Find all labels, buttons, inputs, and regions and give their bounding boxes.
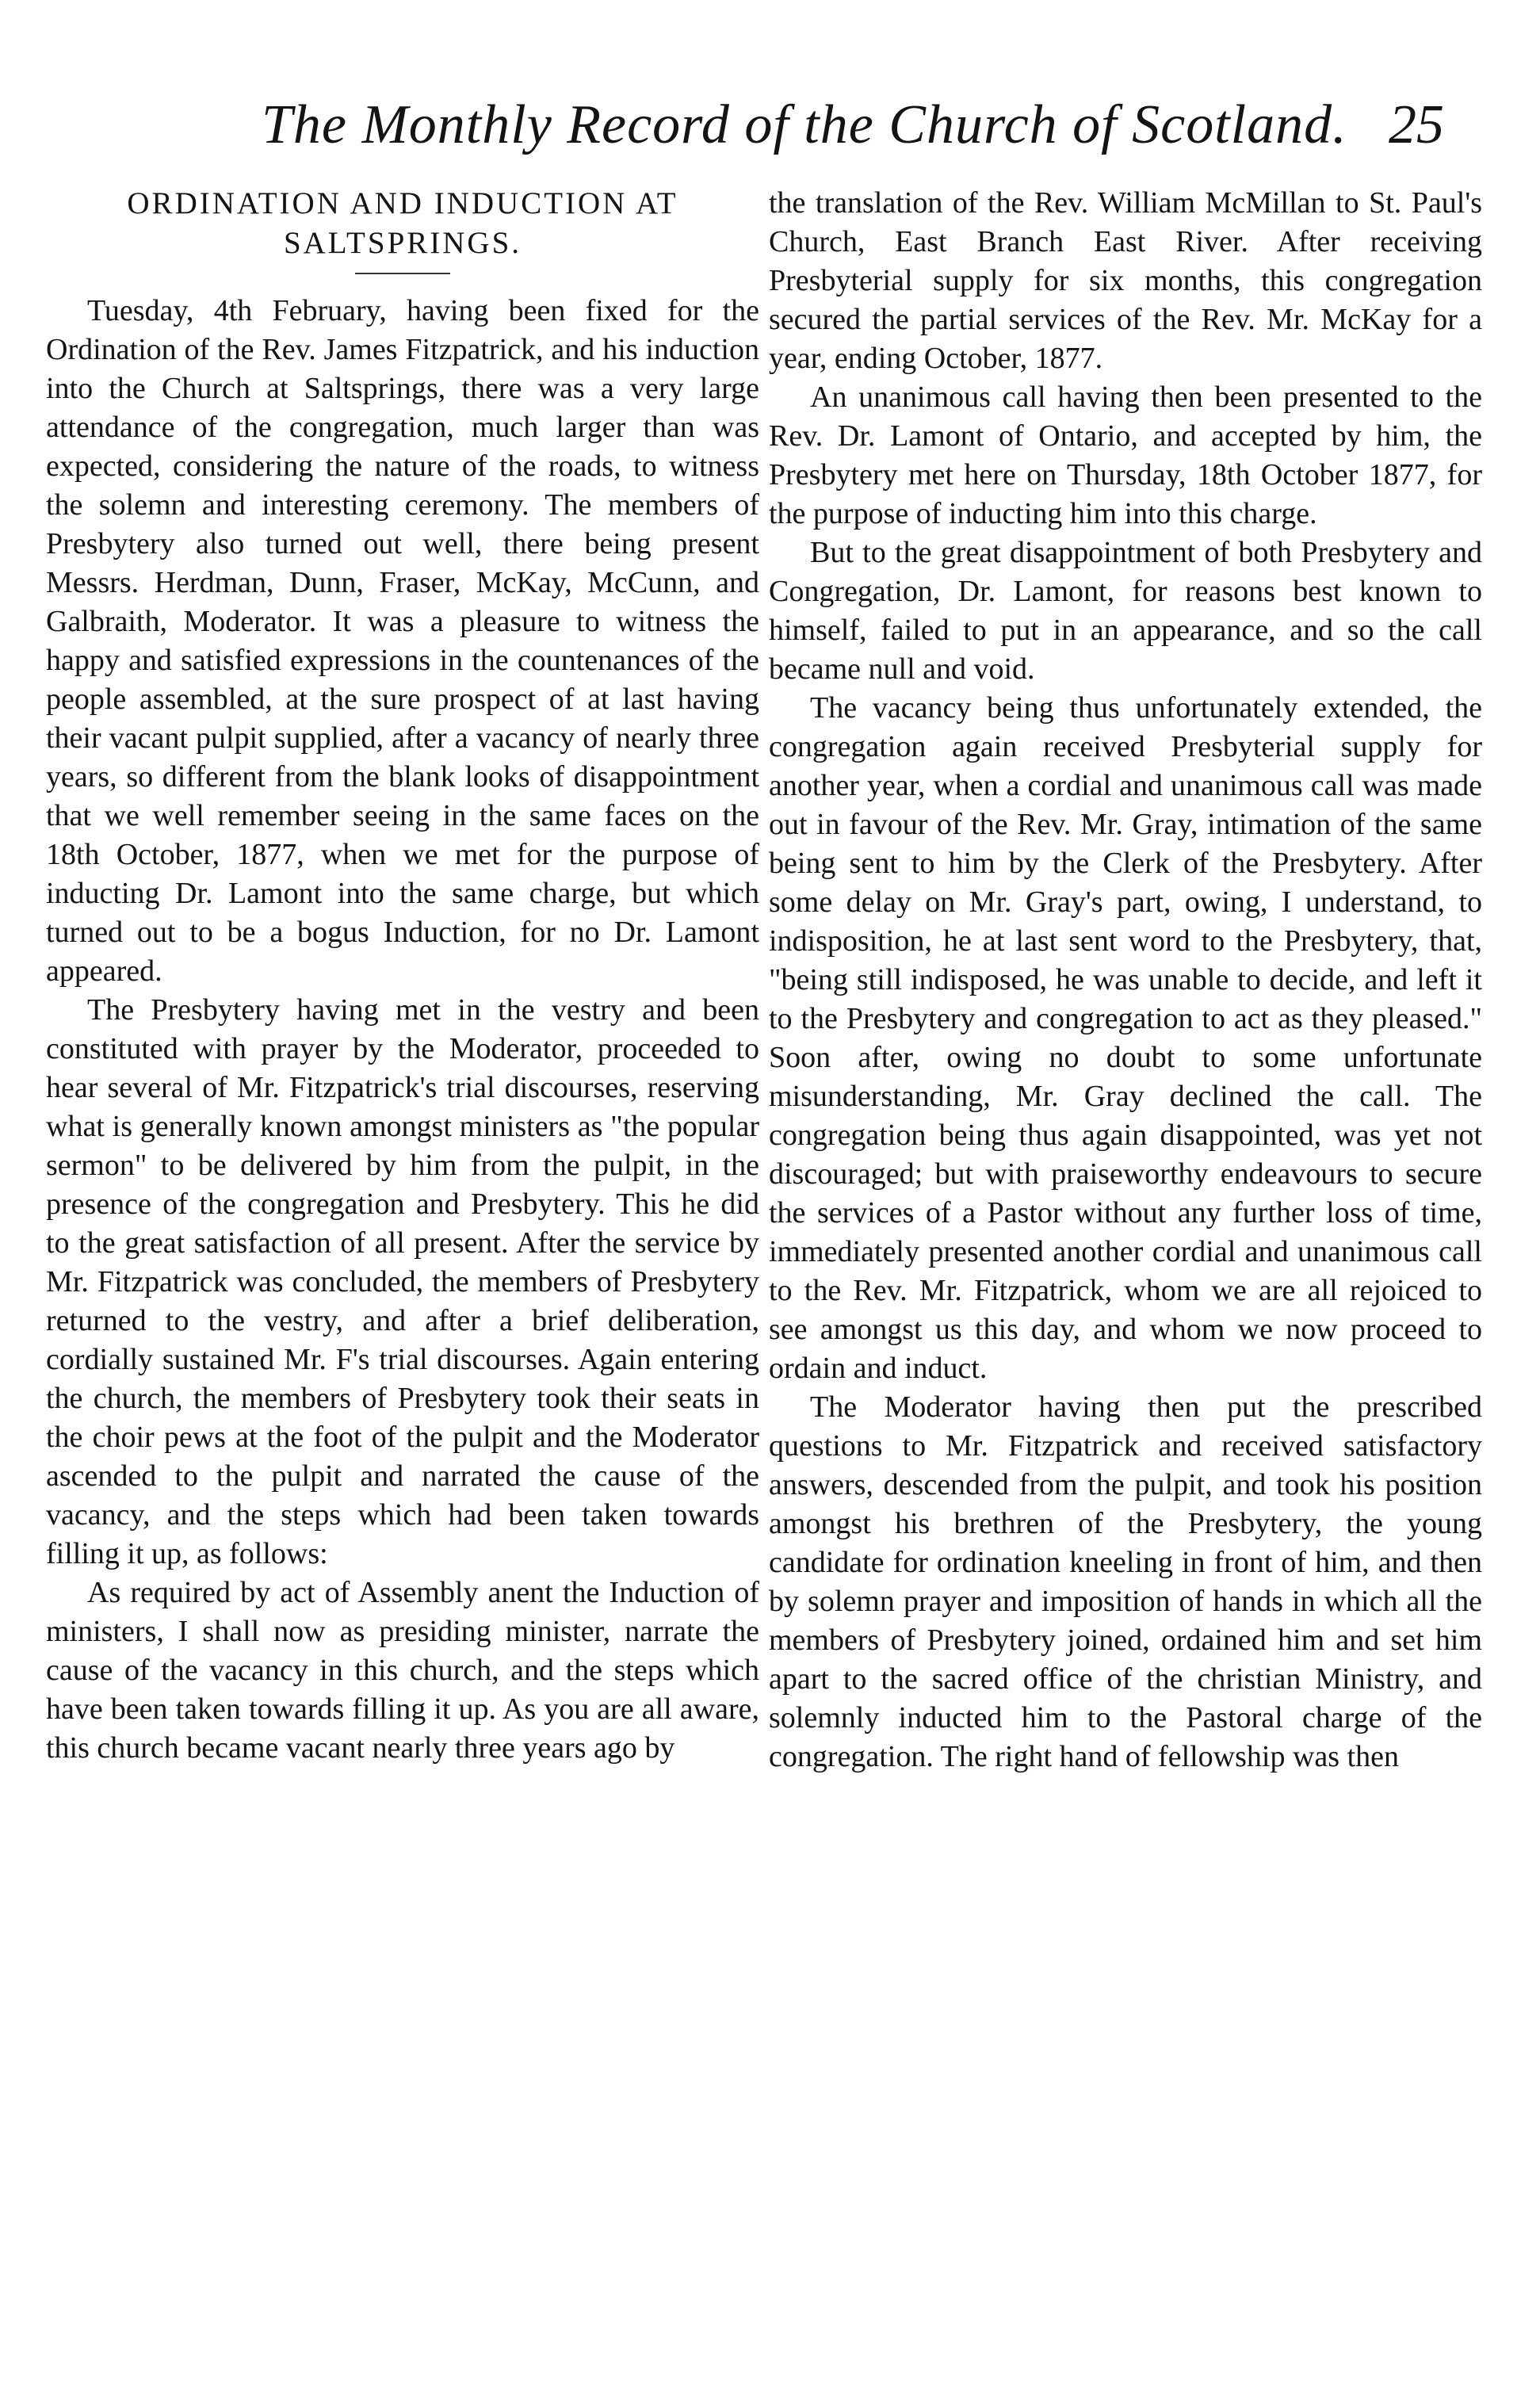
paragraph: Tuesday, 4th February, having been fixed for the Ordination of the Rev. James Fitzpatrick, and his induction into the Church at Saltsprings, there was a very large attendance of the congregation, much larger than was expected, considering the nature of the roads, to witness the solemn and interesting ceremony. The members of Presbytery also turned out well, there being present Messrs. Herdman, Dunn, Fraser, McKay, McCunn, and Galbraith, Moderator. It was a pleasure to witness the happy and satisfied expressions in the countenances of the people assembled, at the sure prospect of at last having their vacant pulpit supplied, after a vacancy of nearly three years, so different from the blank looks of disappointment that we well remember seeing in the same faces on the 18th October, 1877, when we met for the purpose of inducting Dr. Lamont into the same charge, but which turned out to be a bogus Induction, for no Dr. Lamont appeared. <box>46 294 759 988</box>
paragraph: The Moderator having then put the prescribed questions to Mr. Fitzpatrick and received satisfactory answers, descended from the pulpit, and took his position amongst his brethren of the Presbytery, the young candidate for ordination kneeling in front of him, and then by solemn prayer and imposition of hands in which all the members of Presbytery joined, ordained him and set him apart to the sacred office of the christian Ministry, and solemnly inducted him to the Pastoral charge of the congregation. The right hand of fellowship was then <box>769 1390 1482 1773</box>
paragraph: As required by act of Assembly anent the Induction of ministers, I shall now as presiding minister, narrate the cause of the vacancy in this church, and the steps which have been taken towards filling it up. As you are all aware, this church became vacant nearly three years ago by <box>46 1576 759 1765</box>
paragraph: The vacancy being thus unfortunately extended, the congregation again received Presbyterial supply for another year, when a cordial and unanimous call was made out in favour of the Rev. Mr. Gray, intimation of the same being sent to him by the Clerk of the Presbytery. After some delay on Mr. Gray's part, owing, I understand, to indisposition, he at last sent word to the Presbytery, that, "being still indisposed, he was unable to decide, and left it to the Presbytery and congregation to act as they pleased." Soon after, owing no doubt to some unfortunate misunderstanding, Mr. Gray declined the call. The congregation being thus again disappointed, was yet not discouraged; but with praiseworthy endeavours to secure the services of a Pastor without any further loss of time, immediately presented another cordial and unanimous call to the Rev. Mr. Fitzpatrick, whom we are all rejoiced to see amongst us this day, and whom we now proceed to ordain and induct. <box>769 691 1482 1385</box>
right-column <box>769 184 1482 1776</box>
article-title: ORDINATION AND INDUCTION AT SALTSPRINGS. <box>127 186 678 260</box>
left-column <box>46 184 759 1768</box>
paragraph: But to the great disappointment of both Presbytery and Congregation, Dr. Lamont, for reasons best known to himself, failed to put in an appearance, and so the call became null and void. <box>769 536 1482 686</box>
page-number: 25 <box>1389 94 1444 155</box>
paragraph: An unanimous call having then been presented to the Rev. Dr. Lamont of Ontario, and accepted by him, the Presbytery met here on Thursday, 18th October 1877, for the purpose of inducting him into this charge. <box>769 381 1482 530</box>
paragraph: the translation of the Rev. William McMillan to St. Paul's Church, East Branch East River. After receiving Presbyterial supply for six months, this congregation secured the partial services of the Rev. Mr. McKay for a year, ending October, 1877. <box>769 186 1482 375</box>
running-head: The Monthly Record of the Church of Scotland. <box>262 94 1347 155</box>
title-rule <box>355 273 450 274</box>
paragraph: The Presbytery having met in the vestry and been constituted with prayer by the Moderator, proceeded to hear several of Mr. Fitzpatrick's trial discourses, reserving what is generally known amongst ministers as "the popular sermon" to be delivered by him from the pulpit, in the presence of the congregation and Presbytery. This he did to the great satisfaction of all present. After the service by Mr. Fitzpatrick was concluded, the members of Presbytery returned to the vestry, and after a brief deliberation, cordially sustained Mr. F's trial discourses. Again entering the church, the members of Presbytery took their seats in the choir pews at the foot of the pulpit and the Moderator ascended to the pulpit and narrated the cause of the vacancy, and the steps which had been taken towards filling it up, as follows: <box>46 993 759 1570</box>
